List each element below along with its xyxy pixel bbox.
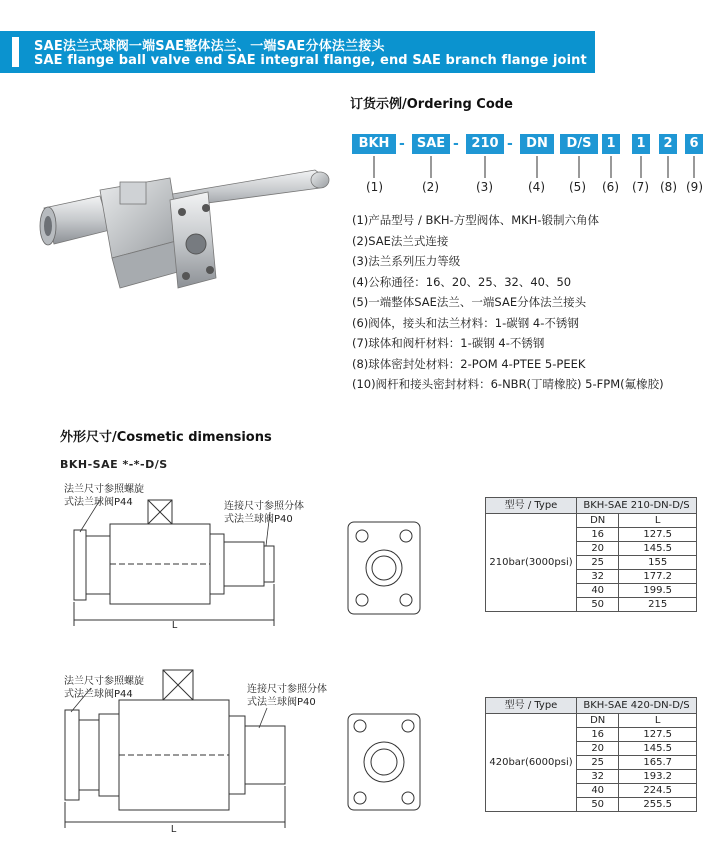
code-index: (4) xyxy=(528,180,545,194)
spec-item: (10)阀杆和接头密封材料：6-NBR(丁晴橡胶) 5-FPM(氟橡胶) xyxy=(352,377,664,391)
spec-item: (4)公称通径：16、20、25、32、40、50 xyxy=(352,274,572,289)
table-row: 20 145.5 xyxy=(486,742,697,756)
banner-accent xyxy=(12,37,19,67)
code-dash: - xyxy=(453,136,459,152)
code-box-seal: 2 xyxy=(659,134,677,154)
flange-note-left-2: 法兰尺寸参照螺旋 式法兰球阀P44 xyxy=(64,676,144,700)
code-index: (1) xyxy=(366,180,383,194)
end-view-drawing-420 xyxy=(346,712,422,812)
table-row: 50 215 xyxy=(486,598,697,612)
table-row: 25 165.7 xyxy=(486,756,697,770)
type-header: 型号 / Type xyxy=(486,698,577,714)
code-box-connection: SAE xyxy=(412,134,450,154)
code-index: (8) xyxy=(660,180,677,194)
table-row: 32 177.2 xyxy=(486,570,697,584)
model-header: BKH-SAE 210-DN-D/S xyxy=(577,498,697,514)
spec-item: (8)球体密封处材料：2-POM 4-PTEE 5-PEEK xyxy=(352,356,586,371)
column-header-l: L xyxy=(619,714,697,728)
column-header-dn: DN xyxy=(577,714,619,728)
title-english: SAE flange ball valve end SAE integral flange, end SAE branch flange joint xyxy=(34,53,587,68)
spec-item: (2)SAE法兰式连接 xyxy=(352,233,449,248)
code-box-model: BKH xyxy=(352,134,396,154)
spec-item: (5)一端整体SAE法兰、一端SAE分体法兰接头 xyxy=(352,295,587,309)
table-row: 50 255.5 xyxy=(486,798,697,812)
dimension-table-210 xyxy=(485,497,697,612)
title-chinese: SAE法兰式球阀一端SAE整体法兰、一端SAE分体法兰接头 xyxy=(34,39,385,54)
code-box-dn: DN xyxy=(520,134,554,154)
code-index: (9) xyxy=(686,180,703,194)
code-index: (2) xyxy=(422,180,439,194)
ordering-code-row xyxy=(352,134,712,154)
pressure-rating: 420bar(6000psi) xyxy=(486,714,577,812)
table-row: 25 155 xyxy=(486,556,697,570)
code-box-ball-material: 1 xyxy=(632,134,650,154)
dimensions-title: 外形尺寸/Cosmetic dimensions xyxy=(60,430,272,445)
spec-item: (6)阀体，接头和法兰材料：1-碳钢 4-不锈钢 xyxy=(352,315,579,330)
column-header-l: L xyxy=(619,514,697,528)
code-index: (7) xyxy=(632,180,649,194)
pressure-rating: 210bar(3000psi) xyxy=(486,514,577,612)
code-dash: - xyxy=(507,136,513,152)
column-header-dn: DN xyxy=(577,514,619,528)
spec-item: (3)法兰系列压力等级 xyxy=(352,254,461,268)
table-row: 40 199.5 xyxy=(486,584,697,598)
dimension-L-label: L xyxy=(172,620,178,631)
model-designation: BKH-SAE *-*-D/S xyxy=(60,458,168,471)
type-header: 型号 / Type xyxy=(486,498,577,514)
product-photo xyxy=(30,160,340,310)
ordering-spec-list xyxy=(352,210,664,395)
model-header: BKH-SAE 420-DN-D/S xyxy=(577,698,697,714)
table-row: 40 224.5 xyxy=(486,784,697,798)
flange-note-left-1: 法兰尺寸参照螺旋 式法兰球阀P44 xyxy=(64,484,144,508)
code-box-stem-seal: 6 xyxy=(685,134,703,154)
table-row: 16 127.5 xyxy=(486,528,697,542)
code-box-body-material: 1 xyxy=(602,134,620,154)
table-row: 20 145.5 xyxy=(486,542,697,556)
ordering-code-title: 订货示例/Ordering Code xyxy=(350,97,513,112)
end-view-drawing-210 xyxy=(346,520,422,616)
code-dash: - xyxy=(399,136,405,152)
spec-item: (1)产品型号 / BKH-方型阀体、MKH-锻制六角体 xyxy=(352,213,599,227)
dimension-table-420 xyxy=(485,697,697,812)
code-index: (6) xyxy=(602,180,619,194)
connection-note-right-1: 连接尺寸参照分体 式法兰球阀P40 xyxy=(224,501,304,525)
code-box-ds: D/S xyxy=(560,134,598,154)
code-box-pressure: 210 xyxy=(466,134,504,154)
code-index: (3) xyxy=(476,180,493,194)
table-row: 16 127.5 xyxy=(486,728,697,742)
table-row: 32 193.2 xyxy=(486,770,697,784)
dimension-L-label: L xyxy=(171,824,177,835)
connection-note-right-2: 连接尺寸参照分体 式法兰球阀P40 xyxy=(247,684,327,708)
spec-item: (7)球体和阀杆材料：1-碳钢 4-不锈钢 xyxy=(352,336,545,350)
code-index: (5) xyxy=(569,180,586,194)
code-leader-lines xyxy=(352,154,712,180)
